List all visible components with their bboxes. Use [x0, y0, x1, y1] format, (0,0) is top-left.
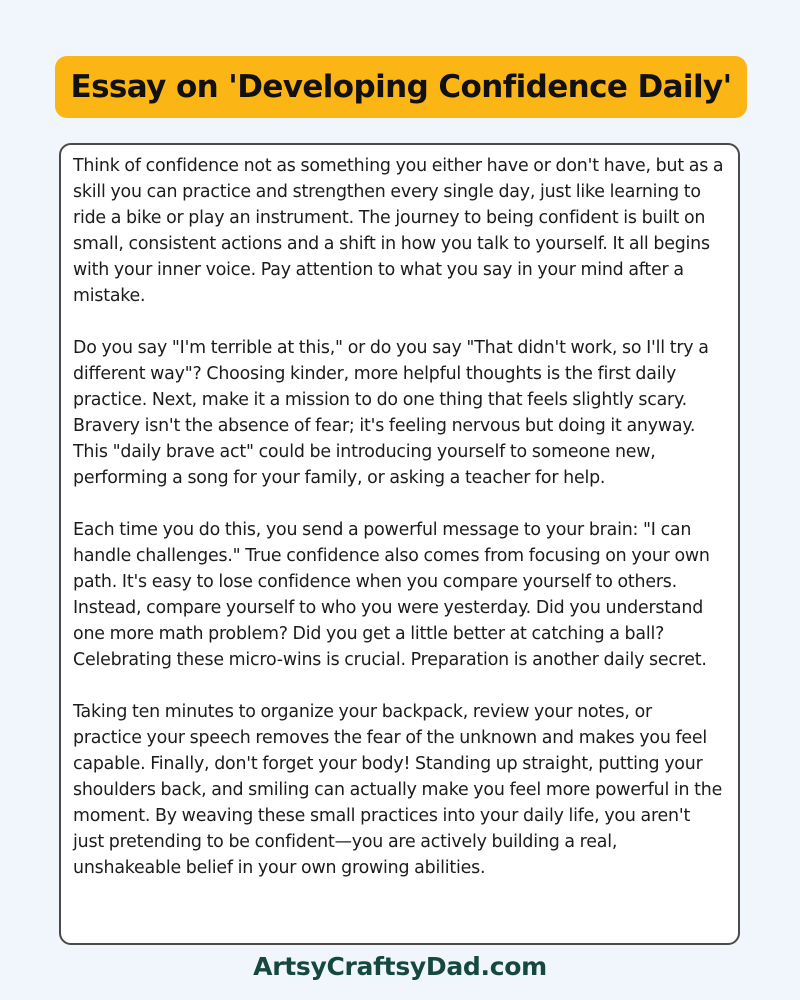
essay-paragraph-1: Think of confidence not as something you either have or don't have, but as a skill you can practice and strengthen every single day, just like learning to ride a bike or play an instrument. The journey to being confident is built on small, consistent actions and a shift in how you talk to yourself. It all begins with your inner voice. Pay attention to what you say in your mind after a mistake.: [73, 156, 724, 306]
footer-brand: ArtsyCraftsyDad.com: [253, 952, 547, 981]
essay-paragraph-2: Do you say "I'm terrible at this," or do you say "That didn't work, so I'll try a different way"? Choosing kinder, more helpful thoughts is the first daily practice. Next, make it a mission to do one thing that feels slightly scary. Bravery isn't the absence of fear; it's feeling nervous but doing it anyway. This "daily brave act" could be introducing yourself to someone new, performing a song for your family, or asking a teacher for help.: [73, 338, 709, 488]
essay-paragraph-4: Taking ten minutes to organize your backpack, review your notes, or practice your speech removes the fear of the unknown and makes you feel capable. Finally, don't forget your body! Standing up straight, putting your shoulders back, and smiling can actually make you feel more powerful in the moment. By weaving these small practices into your daily life, you aren't just pretending to be confident—you are actively building a real, unshakeable belief in your own growing abilities.: [73, 702, 723, 878]
essay-box: [59, 143, 740, 945]
title-banner: [55, 56, 747, 118]
essay-paragraph-3: Each time you do this, you send a powerful message to your brain: "I can handle challenges." True confidence also comes from focusing on your own path. It's easy to lose confidence when you compare yourself to others. Instead, compare yourself to who you were yesterday. Did you understand one more math problem? Did you get a little better at catching a ball? Celebrating these micro-wins is crucial. Preparation is another daily secret.: [73, 520, 710, 670]
page-title: Essay on 'Developing Confidence Daily': [70, 69, 732, 105]
